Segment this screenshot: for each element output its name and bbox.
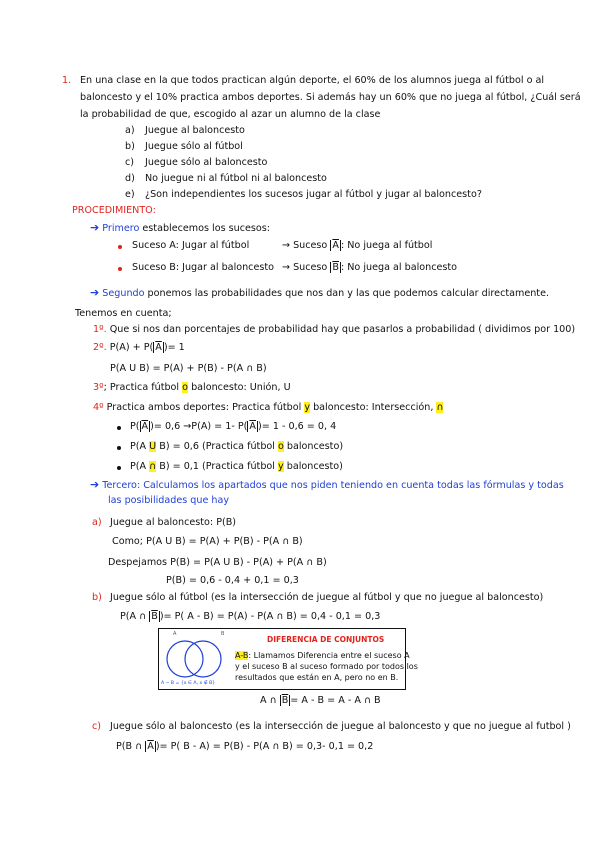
sol-b-title: Juegue sólo al fútbol (es la intersección de juegue al fútbol y que no juegue al baloncesto) [110,592,544,603]
diferencia-line-1: A-B: Llamamos Diferencia entre el suceso A [235,651,410,660]
problem-text-line-1: En una clase en la que todos practican algún deporte, el 60% de los alumnos juega al fútbol o al [80,75,545,86]
prob-union: P(A U B) = 0,6 (Practica fútbol o baloncesto) [130,441,344,452]
diferencia-formula: A ∩ $\overline{B} = A - B = A - A$ ∩ B [260,695,381,706]
arrow-icon: ➔ [90,286,100,299]
diferencia-box [158,628,418,690]
primero-line: ➔ Primero establecemos los sucesos: [90,221,270,234]
rule-4: 4º Practica ambos deportes: Practica fútbol y baloncesto: Intersección, ∩ [93,402,444,413]
problem-text-line-2: baloncesto y el 10% practica ambos deportes. Si además hay un 60% que no juega al fútbol, ¿Cuál será [80,92,581,103]
rule-3: 3º; Practica fútbol o baloncesto: Unión, U [93,382,291,393]
problem-text-line-3: la probabilidad de que, escogido al azar un alumno de la clase [80,109,381,120]
arrow-icon: ➔ [90,221,100,234]
option-e-text: ¿Son independientes los sucesos jugar al fútbol y jugar al baloncesto? [145,189,482,200]
rule-1: 1º. Que si nos dan porcentajes de probabilidad hay que pasarlos a probabilidad ( dividimos por 100) [93,324,576,335]
suceso-b-complement: → Suceso $\overline{B}$ : No juega al baloncesto [282,262,457,273]
option-c-text: Juegue sólo al baloncesto [145,157,268,168]
sol-a-despejamos: Despejamos P(B) = P(A U B) - P(A) + P(A ∩ B) [108,557,327,568]
suceso-b: Suceso B: Jugar al baloncesto [132,262,274,273]
option-a-text: Juegue al baloncesto [145,125,245,136]
option-e: e) [125,189,135,200]
venn-fill-a-minus-b [173,641,191,677]
arrow-icon: ➔ [90,478,100,491]
red-bullet-icon [118,245,122,249]
problem-number: 1. [62,75,72,86]
sol-b-letter: b) [92,592,102,603]
bullet-icon [117,426,121,430]
option-b: b) [125,141,135,152]
venn-label-a: A [173,631,177,637]
sol-a-title: Juegue al baloncesto: P(B) [110,517,237,528]
tenemos-heading: Tenemos en cuenta; [75,308,172,319]
bullet-icon [117,446,121,450]
venn-label-b: B [221,631,225,637]
rule-2: 2º. P(A) + P( $\overline{A}$ )= 1 [93,342,185,353]
diferencia-line-2: y el suceso B al suceso formado por todos los [235,662,418,671]
sol-c-letter: c) [92,721,102,732]
sol-c-title: Juegue sólo al baloncesto (es la intersección de juegue al baloncesto y que no juegue al futbol ) [110,721,571,732]
option-d: d) [125,173,135,184]
tercero-line-1: ➔ Tercero: Calculamos los apartados que nos piden teniendo en cuenta todas las fórmulas y todas [90,478,564,491]
bullet-icon [117,466,121,470]
option-a: a) [125,125,135,136]
tercero-line-2: las posibilidades que hay [108,495,230,506]
suceso-a: Suceso A: Jugar al fútbol [132,240,250,251]
sol-a-result: P(B) = 0,6 - 0,4 + 0,1 = 0,3 [166,575,299,586]
option-c: c) [125,157,135,168]
procedimiento-heading: PROCEDIMIENTO: [72,205,156,216]
union-formula: P(A U B) = P(A) + P(B) - P(A ∩ B) [110,363,267,374]
suceso-a-complement: → Suceso $\overline{A}$ : No juega al fútbol [282,240,433,251]
diferencia-line-3: resultados que están en A, pero no en B. [235,673,399,682]
venn-caption: A − B = {x ∈ A, x ∉ B} [161,681,216,686]
segundo-line: ➔ Segundo ponemos las probabilidades que nos dan y las que podemos calcular directamente. [90,286,550,299]
sol-c-formula: P(B ∩ $\overline{A}$ )= P( B - A) = P(B) - P(A ∩ B) = 0,3- 0,1 = 0,2 [116,741,374,752]
sol-a-como: Como; P(A U B) = P(A) + P(B) - P(A ∩ B) [112,536,303,547]
sol-a-letter: a) [92,517,102,528]
prob-intersection: P(A ∩ B) = 0,1 (Practica fútbol y baloncesto) [130,461,343,472]
red-bullet-icon [118,267,122,271]
option-b-text: Juegue sólo al fútbol [145,141,243,152]
sol-b-formula: P(A ∩ $\overline{B}$ )= P( A - B) = P(A) - P(A ∩ B) = 0,4 - 0,1 = 0,3 [120,611,381,622]
diferencia-title: DIFERENCIA DE CONJUNTOS [267,635,385,644]
prob-not-a: P( $\overline{A}$ )= 0,6 →P(A) = 1- P( $\overline{A}$ )= 1 - 0,6 = 0, 4 [130,421,337,432]
option-d-text: No juegue ni al fútbol ni al baloncesto [145,173,327,184]
